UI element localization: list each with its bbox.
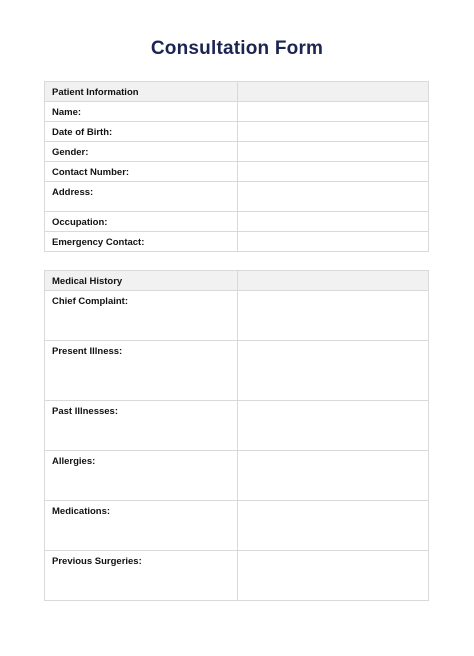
contact-number-field[interactable] [238,162,429,182]
table-row [45,291,429,341]
present-illness-label: Present Illness: [45,341,238,401]
present-illness-field[interactable] [238,341,429,401]
medical-history-header-row [45,271,429,291]
patient-information-header-blank [238,82,429,102]
table-row [45,162,429,182]
medications-label: Medications: [45,501,238,551]
medical-history-heading: Medical History [45,271,238,291]
table-row [45,142,429,162]
medications-field[interactable] [238,501,429,551]
medical-history-header-blank [238,271,429,291]
allergies-label: Allergies: [45,451,238,501]
emergency-contact-label: Emergency Contact: [45,232,238,252]
previous-surgeries-label: Previous Surgeries: [45,551,238,601]
allergies-field[interactable] [238,451,429,501]
patient-information-table [44,81,429,252]
table-row [45,341,429,401]
table-row [45,212,429,232]
chief-complaint-field[interactable] [238,291,429,341]
occupation-label: Occupation: [45,212,238,232]
table-row [45,451,429,501]
name-label: Name: [45,102,238,122]
contact-number-label: Contact Number: [45,162,238,182]
gender-field[interactable] [238,142,429,162]
table-row [45,401,429,451]
table-row [45,232,429,252]
past-illnesses-field[interactable] [238,401,429,451]
date-of-birth-field[interactable] [238,122,429,142]
patient-information-heading: Patient Information [45,82,238,102]
medical-history-table [44,270,429,601]
chief-complaint-label: Chief Complaint: [45,291,238,341]
table-row [45,501,429,551]
page-title: Consultation Form [150,38,324,59]
table-row [45,182,429,212]
emergency-contact-field[interactable] [238,232,429,252]
date-of-birth-label: Date of Birth: [45,122,238,142]
table-row [45,551,429,601]
table-row [45,102,429,122]
patient-information-header-row [45,82,429,102]
name-field[interactable] [238,102,429,122]
occupation-field[interactable] [238,212,429,232]
previous-surgeries-field[interactable] [238,551,429,601]
past-illnesses-label: Past Illnesses: [45,401,238,451]
table-row [45,122,429,142]
address-label: Address: [45,182,238,212]
address-field[interactable] [238,182,429,212]
gender-label: Gender: [45,142,238,162]
